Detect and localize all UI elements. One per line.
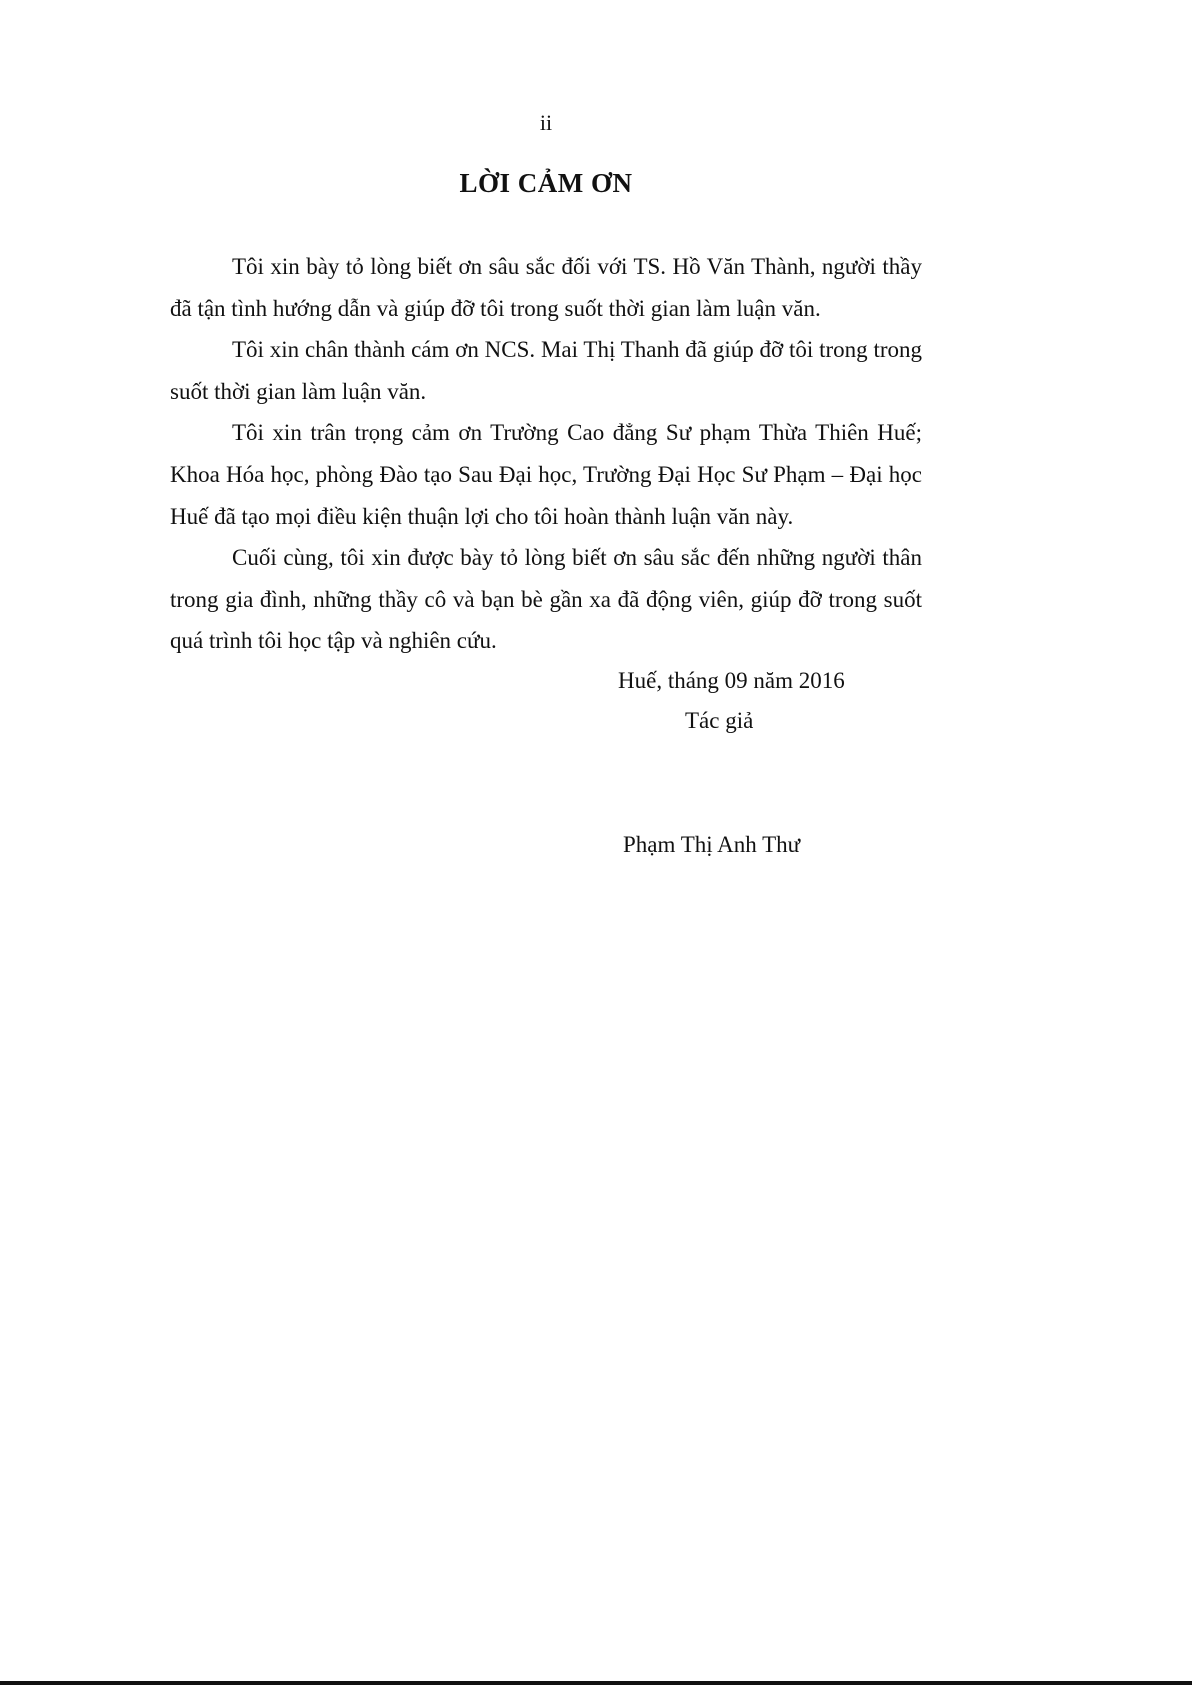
paragraph: Tôi xin chân thành cám ơn NCS. Mai Thị Thanh đã giúp đỡ tôi trong trong suốt thời gian làm luận văn. [170,337,922,404]
page-title: LỜI CẢM ƠN [459,168,633,198]
signature-role: Tác giả [685,708,754,733]
paragraph: Tôi xin trân trọng cảm ơn Trường Cao đẳng Sư phạm Thừa Thiên Huế; Khoa Hóa học, phòng Đào tạo Sau Đại học, Trường Đại Học Sư Phạm – Đại học Huế đã tạo mọi điều kiện thuận lợi cho tôi hoàn thành luận văn này. [170,420,922,529]
paragraph: Tôi xin bày tỏ lòng biết ơn sâu sắc đối với TS. Hồ Văn Thành, người thầy đã tận tình hướng dẫn và giúp đỡ tôi trong suốt thời gian làm luận văn. [170,254,922,321]
page-number: ii [539,110,553,135]
signature-place-date: Huế, tháng 09 năm 2016 [618,668,845,693]
acknowledgement-body [170,246,922,662]
paragraph: Cuối cùng, tôi xin được bày tỏ lòng biết ơn sâu sắc đến những người thân trong gia đình, những thầy cô và bạn bè gần xa đã động viên, giúp đỡ trong suốt quá trình tôi học tập và nghiên cứu. [170,545,922,654]
bottom-border [0,1681,1192,1685]
signature-name: Phạm Thị Anh Thư [623,832,801,857]
